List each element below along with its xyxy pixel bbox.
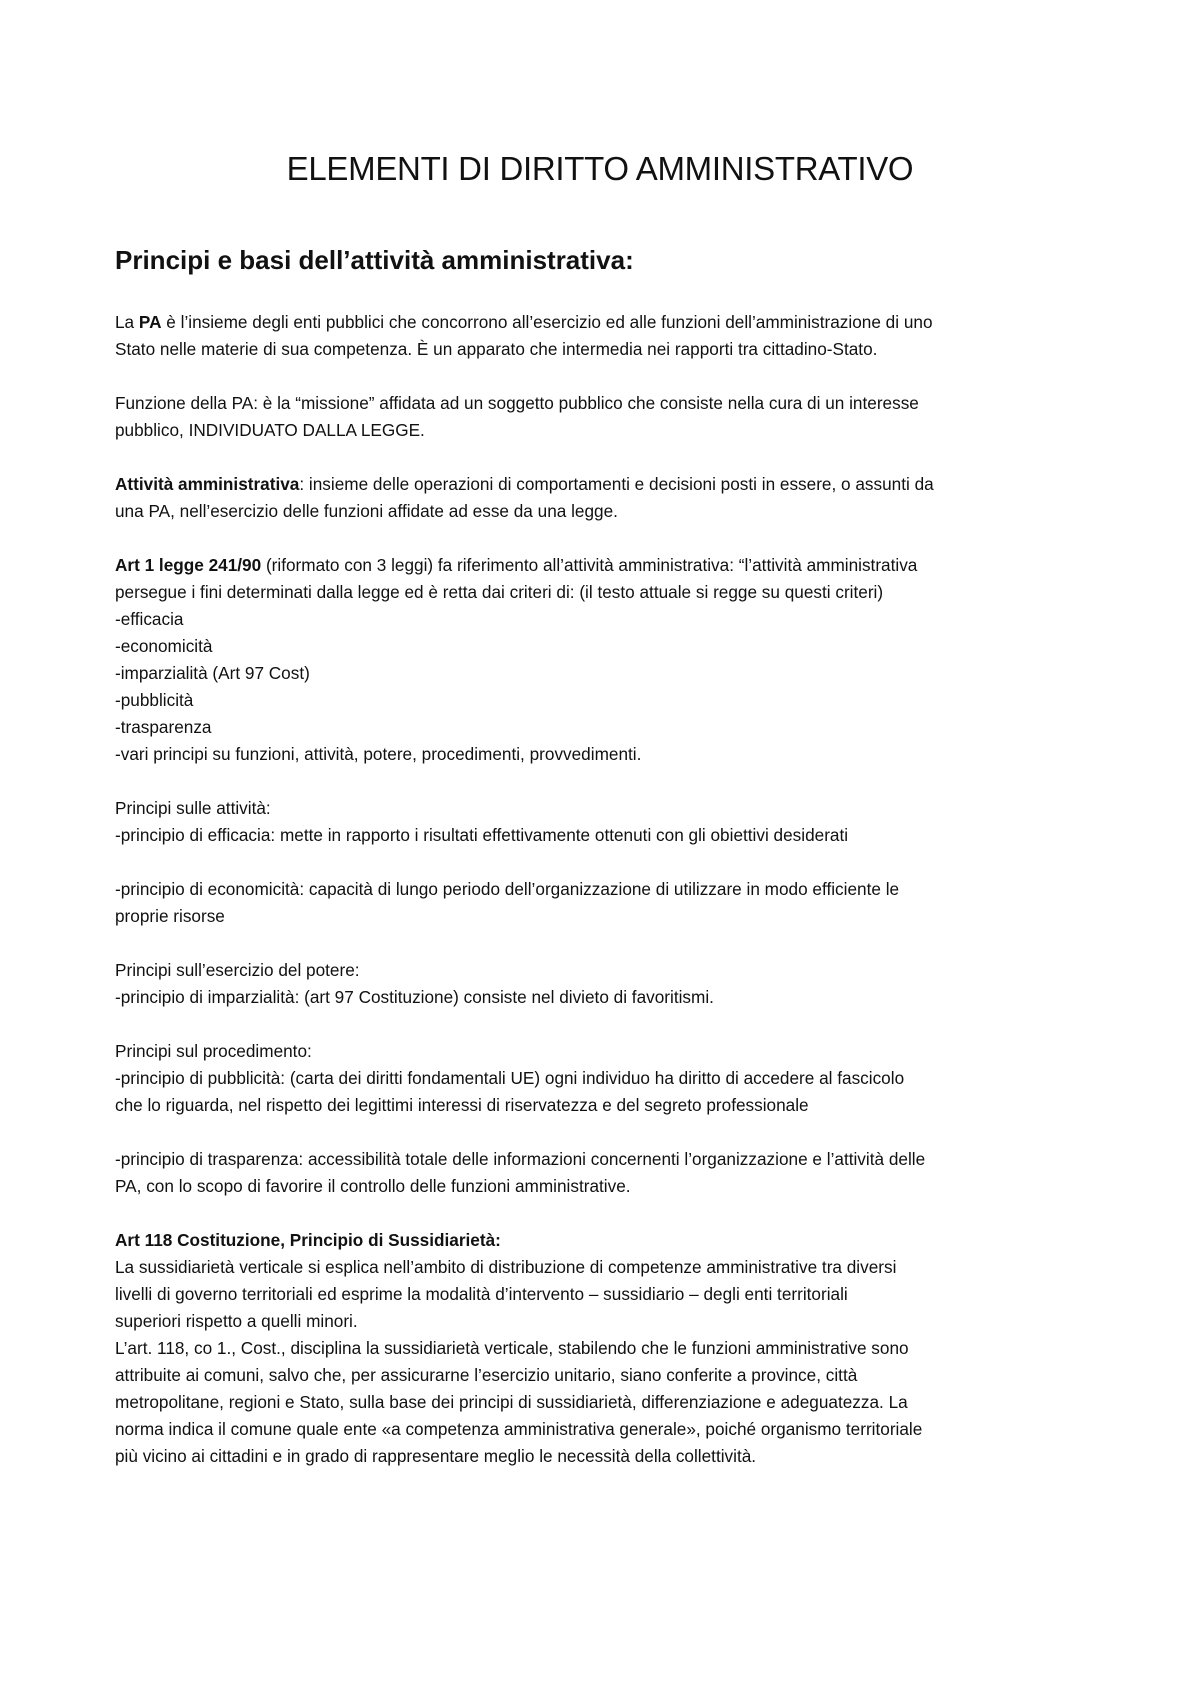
paragraph <box>115 1038 1100 1119</box>
paragraph <box>115 309 1100 363</box>
text-line <box>115 1362 1100 1389</box>
text-line <box>115 1443 1100 1470</box>
text-line <box>115 579 1100 606</box>
text-run: Stato nelle materie di sua competenza. È un apparato che intermedia nei rapporti tra cittadino-Stato. <box>115 339 878 359</box>
text-line <box>115 471 1100 498</box>
text-run: norma indica il comune quale ente «a competenza amministrativa generale», poiché organismo territoriale <box>115 1419 923 1439</box>
text-line <box>115 903 1100 930</box>
text-line <box>115 1146 1100 1173</box>
text-line <box>115 1173 1100 1200</box>
text-run: persegue i fini determinati dalla legge ed è retta dai criteri di: (il testo attuale si regge su questi criteri) <box>115 582 884 602</box>
text-line <box>115 1065 1100 1092</box>
text-run: (riformato con 3 leggi) fa riferimento all’attività amministrativa: “l’attività amministrativa <box>261 555 918 575</box>
text-line <box>115 498 1100 525</box>
section-heading: Principi e basi dell’attività amministrativa: <box>115 245 634 275</box>
text-line <box>115 957 1100 984</box>
text-line <box>115 1254 1100 1281</box>
text-run: -principio di pubblicità: (carta dei diritti fondamentali UE) ogni individuo ha diritto di accedere al fascicolo <box>115 1068 905 1088</box>
text-run: superiori rispetto a quelli minori. <box>115 1311 358 1331</box>
text-line <box>115 1227 1100 1254</box>
text-run: -trasparenza <box>115 717 212 737</box>
text-run: L’art. 118, co 1., Cost., disciplina la sussidiarietà verticale, stabilendo che le funzioni amministrative sono <box>115 1338 909 1358</box>
text-run: -economicità <box>115 636 213 656</box>
paragraph <box>115 876 1100 930</box>
text-run: che lo riguarda, nel rispetto dei legittimi interessi di riservatezza e del segreto professionale <box>115 1095 809 1115</box>
text-line <box>115 417 1100 444</box>
paragraph <box>115 390 1100 444</box>
text-line <box>115 1335 1100 1362</box>
text-line <box>115 822 1100 849</box>
text-line <box>115 984 1100 1011</box>
text-run: La sussidiarietà verticale si esplica nell’ambito di distribuzione di competenze amministrative tra diversi <box>115 1257 897 1277</box>
text-run: -principio di trasparenza: accessibilità totale delle informazioni concernenti l’organizzazione e l’attività delle <box>115 1149 926 1169</box>
text-line <box>115 1416 1100 1443</box>
bold-text: Art 1 legge 241/90 <box>115 555 262 575</box>
text-run: Principi sulle attività: <box>115 798 271 818</box>
text-run: : insieme delle operazioni di comportamenti e decisioni posti in essere, o assunti da <box>299 474 934 494</box>
text-line <box>115 633 1100 660</box>
text-line <box>115 1038 1100 1065</box>
paragraph <box>115 1227 1100 1470</box>
text-run: -principio di imparzialità: (art 97 Costituzione) consiste nel divieto di favoritismi. <box>115 987 714 1007</box>
text-line <box>115 1389 1100 1416</box>
text-line <box>115 660 1100 687</box>
paragraph <box>115 471 1100 525</box>
text-line <box>115 309 1100 336</box>
text-line <box>115 876 1100 903</box>
text-line <box>115 336 1100 363</box>
text-run: pubblico, INDIVIDUATO DALLA LEGGE. <box>115 420 425 440</box>
paragraph <box>115 795 1100 849</box>
text-run: proprie risorse <box>115 906 225 926</box>
text-line <box>115 606 1100 633</box>
bold-text: Art 118 Costituzione, Principio di Sussidiarietà: <box>115 1230 501 1250</box>
text-run: metropolitane, regioni e Stato, sulla base dei principi di sussidiarietà, differenziazione e adeguatezza. La <box>115 1392 908 1412</box>
text-line <box>115 795 1100 822</box>
text-run: -imparzialità (Art 97 Cost) <box>115 663 310 683</box>
text-run: -principio di efficacia: mette in rapporto i risultati effettivamente ottenuti con gli obiettivi desiderati <box>115 825 849 845</box>
text-run: -efficacia <box>115 609 184 629</box>
text-run: attribuite ai comuni, salvo che, per assicurarne l’esercizio unitario, siano conferite a province, città <box>115 1365 858 1385</box>
text-run: Principi sull’esercizio del potere: <box>115 960 360 980</box>
text-run: La <box>115 312 139 332</box>
bold-text: Attività amministrativa <box>115 474 300 494</box>
text-run: è l’insieme degli enti pubblici che concorrono all’esercizio ed alle funzioni dell’amministrazione di uno <box>161 312 933 332</box>
document-body <box>115 309 1100 1470</box>
paragraph <box>115 1146 1100 1200</box>
document-title: ELEMENTI DI DIRITTO AMMINISTRATIVO <box>286 150 914 187</box>
text-run: più vicino ai cittadini e in grado di rappresentare meglio le necessità della collettività. <box>115 1446 757 1466</box>
text-line <box>115 714 1100 741</box>
text-line <box>115 1281 1100 1308</box>
text-run: livelli di governo territoriali ed esprime la modalità d’intervento – sussidiario – degli enti territoriali <box>115 1284 848 1304</box>
text-run: Funzione della PA: è la “missione” affidata ad un soggetto pubblico che consiste nella cura di un interesse <box>115 393 919 413</box>
text-line <box>115 552 1100 579</box>
text-line <box>115 1308 1100 1335</box>
text-line <box>115 687 1100 714</box>
text-run: -vari principi su funzioni, attività, potere, procedimenti, provvedimenti. <box>115 744 642 764</box>
text-line <box>115 1092 1100 1119</box>
text-run: Principi sul procedimento: <box>115 1041 312 1061</box>
text-run: -pubblicità <box>115 690 194 710</box>
bold-text: PA <box>138 312 162 332</box>
text-run: PA, con lo scopo di favorire il controllo delle funzioni amministrative. <box>115 1176 631 1196</box>
text-run: una PA, nell’esercizio delle funzioni affidate ad esse da una legge. <box>115 501 618 521</box>
text-line <box>115 741 1100 768</box>
text-line <box>115 390 1100 417</box>
text-run: -principio di economicità: capacità di lungo periodo dell’organizzazione di utilizzare in modo efficiente le <box>115 879 900 899</box>
paragraph <box>115 552 1100 768</box>
paragraph <box>115 957 1100 1011</box>
